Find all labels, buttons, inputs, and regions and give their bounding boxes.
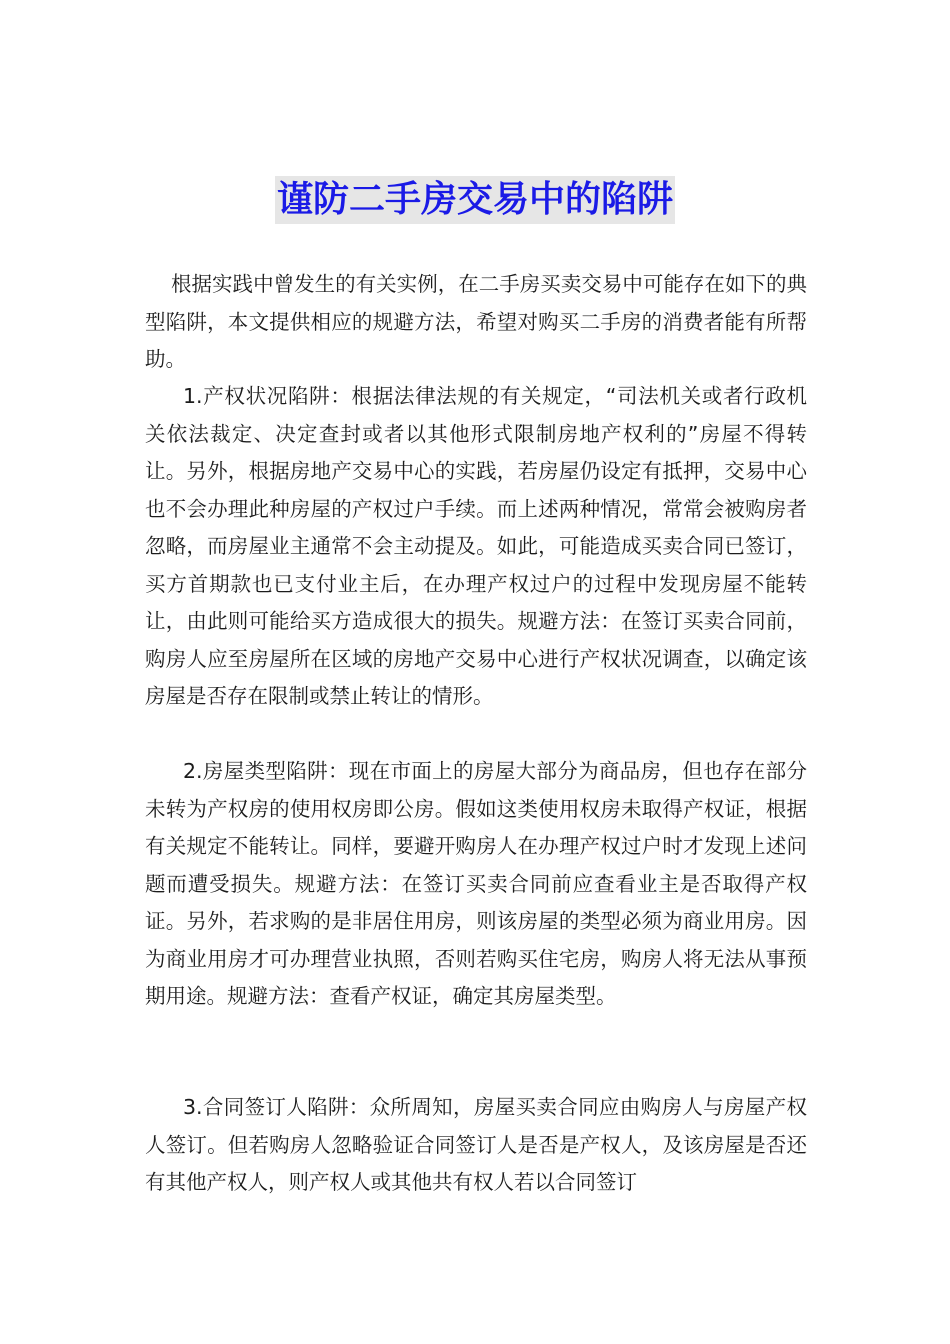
- document-title: 谨防二手房交易中的陷阱: [275, 176, 675, 224]
- paragraph-property-rights-trap: 1.产权状况陷阱：根据法律法规的有关规定，“司法机关或者行政机关依法裁定、决定查封或者以其他形式限制房地产权利的”房屋不得转让。另外，根据房地产交易中心的实践，若房屋仍设定有抵押，交易中心也不会办理此种房屋的产权过户手续。而上述两种情况，常常会被购房者忽略，而房屋业主通常不会主动提及。如此，可能造成买卖合同已签订，买方首期款也已支付业主后，在办理产权过户的过程中发现房屋不能转让，由此则可能给买方造成很大的损失。规避方法：在签订买卖合同前，购房人应至房屋所在区域的房地产交易中心进行产权状况调查，以确定该房屋是否存在限制或禁止转让的情形。: [145, 384, 807, 708]
- title-wrap: [0, 176, 950, 224]
- paragraph-contract-signer-trap: 3.合同签订人陷阱：众所周知，房屋买卖合同应由购房人与房屋产权人签订。但若购房人忽略验证合同签订人是否是产权人，及该房屋是否还有其他产权人，则产权人或其他共有权人若以合同签订: [145, 1095, 807, 1194]
- paragraph-intro: 根据实践中曾发生的有关实例，在二手房买卖交易中可能存在如下的典型陷阱，本文提供相应的规避方法，希望对购买二手房的消费者能有所帮助。: [145, 272, 807, 371]
- paragraph-house-type-trap: 2.房屋类型陷阱：现在市面上的房屋大部分为商品房，但也存在部分未转为产权房的使用权房即公房。假如这类使用权房未取得产权证，根据有关规定不能转让。同样，要避开购房人在办理产权过户时才发现上述问题而遭受损失。规避方法：在签订买卖合同前应查看业主是否取得产权证。另外，若求购的是非居住用房，则该房屋的类型必须为商业用房。因为商业用房才可办理营业执照，否则若购买住宅房，购房人将无法从事预期用途。规避方法：查看产权证，确定其房屋类型。: [145, 759, 807, 1008]
